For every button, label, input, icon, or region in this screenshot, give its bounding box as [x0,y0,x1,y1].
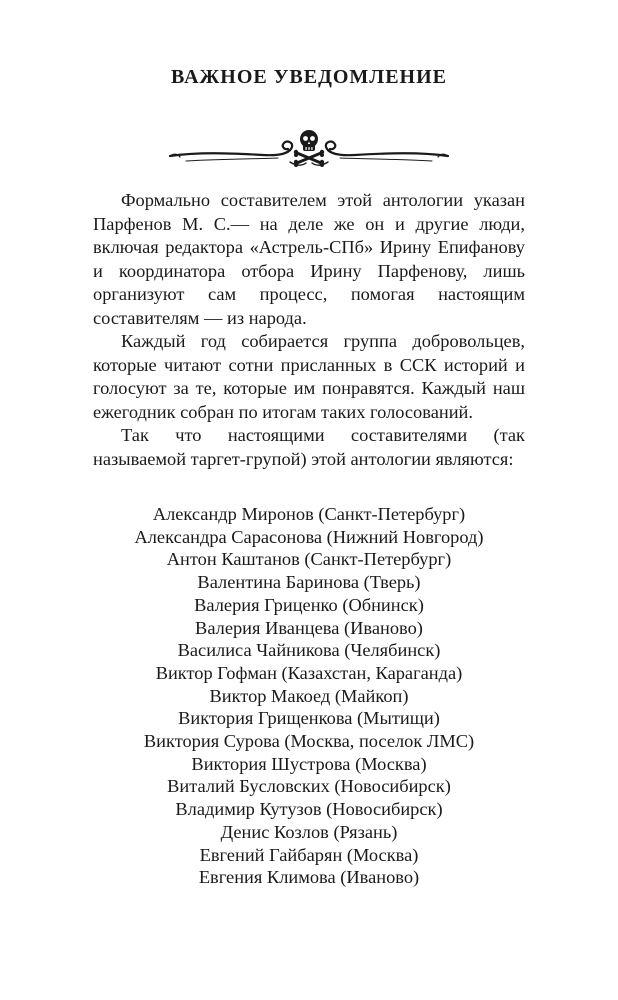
paragraph: Так что настоящими составителями (так называемой таргет-групой) этой антологии являются: [93,425,525,469]
compilers-list [93,503,525,889]
intro-text [93,189,525,471]
list-item: Евгений Гайбарян (Москва) [199,844,419,865]
list-item: Валерия Иванцева (Иваново) [195,617,423,638]
list-item: Василиса Чайникова (Челябинск) [177,640,441,661]
paragraph: Формально составителем этой антологии указан Парфенов М. С.— на деле же он и другие люди, включая редактора «Астрель-СПб» Ирину Епифанову и координатора отбора Ирину Парфенову, лишь организуют сам процесс, помогая настоящим составителям — из народа. [93,190,525,328]
list-item: Виктория Грищенкова (Мытищи) [178,708,440,729]
list-item: Денис Козлов (Рязань) [220,821,398,842]
list-item: Александр Миронов (Санкт-Петербург) [152,504,466,524]
list-item: Виктор Макоед (Майкоп) [209,685,409,706]
list-item: Валентина Баринова (Тверь) [197,572,421,593]
paragraph: Каждый год собирается группа добровольцев, которые читают сотни присланных в ССК историй и голосуют за те, которые им понравятся. Каждый наш ежегодник собран по итогам таких голосований. [93,331,525,422]
skull-crossbones-ornament-icon [168,126,450,172]
list-item: Валерия Гриценко (Обнинск) [194,594,424,615]
page-title: ВАЖНОЕ УВЕДОМЛЕНИЕ [171,66,447,88]
list-item: Антон Каштанов (Санкт-Петербург) [166,549,452,570]
list-item: Виктория Шустрова (Москва) [191,753,427,774]
list-item: Владимир Кутузов (Новосибирск) [175,799,443,820]
list-item: Евгения Климова (Иваново) [198,867,420,888]
list-item: Виталий Бусловских (Новосибирск) [167,776,451,797]
list-item: Виктор Гофман (Казахстан, Караганда) [155,662,463,683]
list-item: Александра Сарасонова (Нижний Новгород) [134,526,484,547]
list-item: Виктория Сурова (Москва, поселок ЛМС) [143,731,475,752]
